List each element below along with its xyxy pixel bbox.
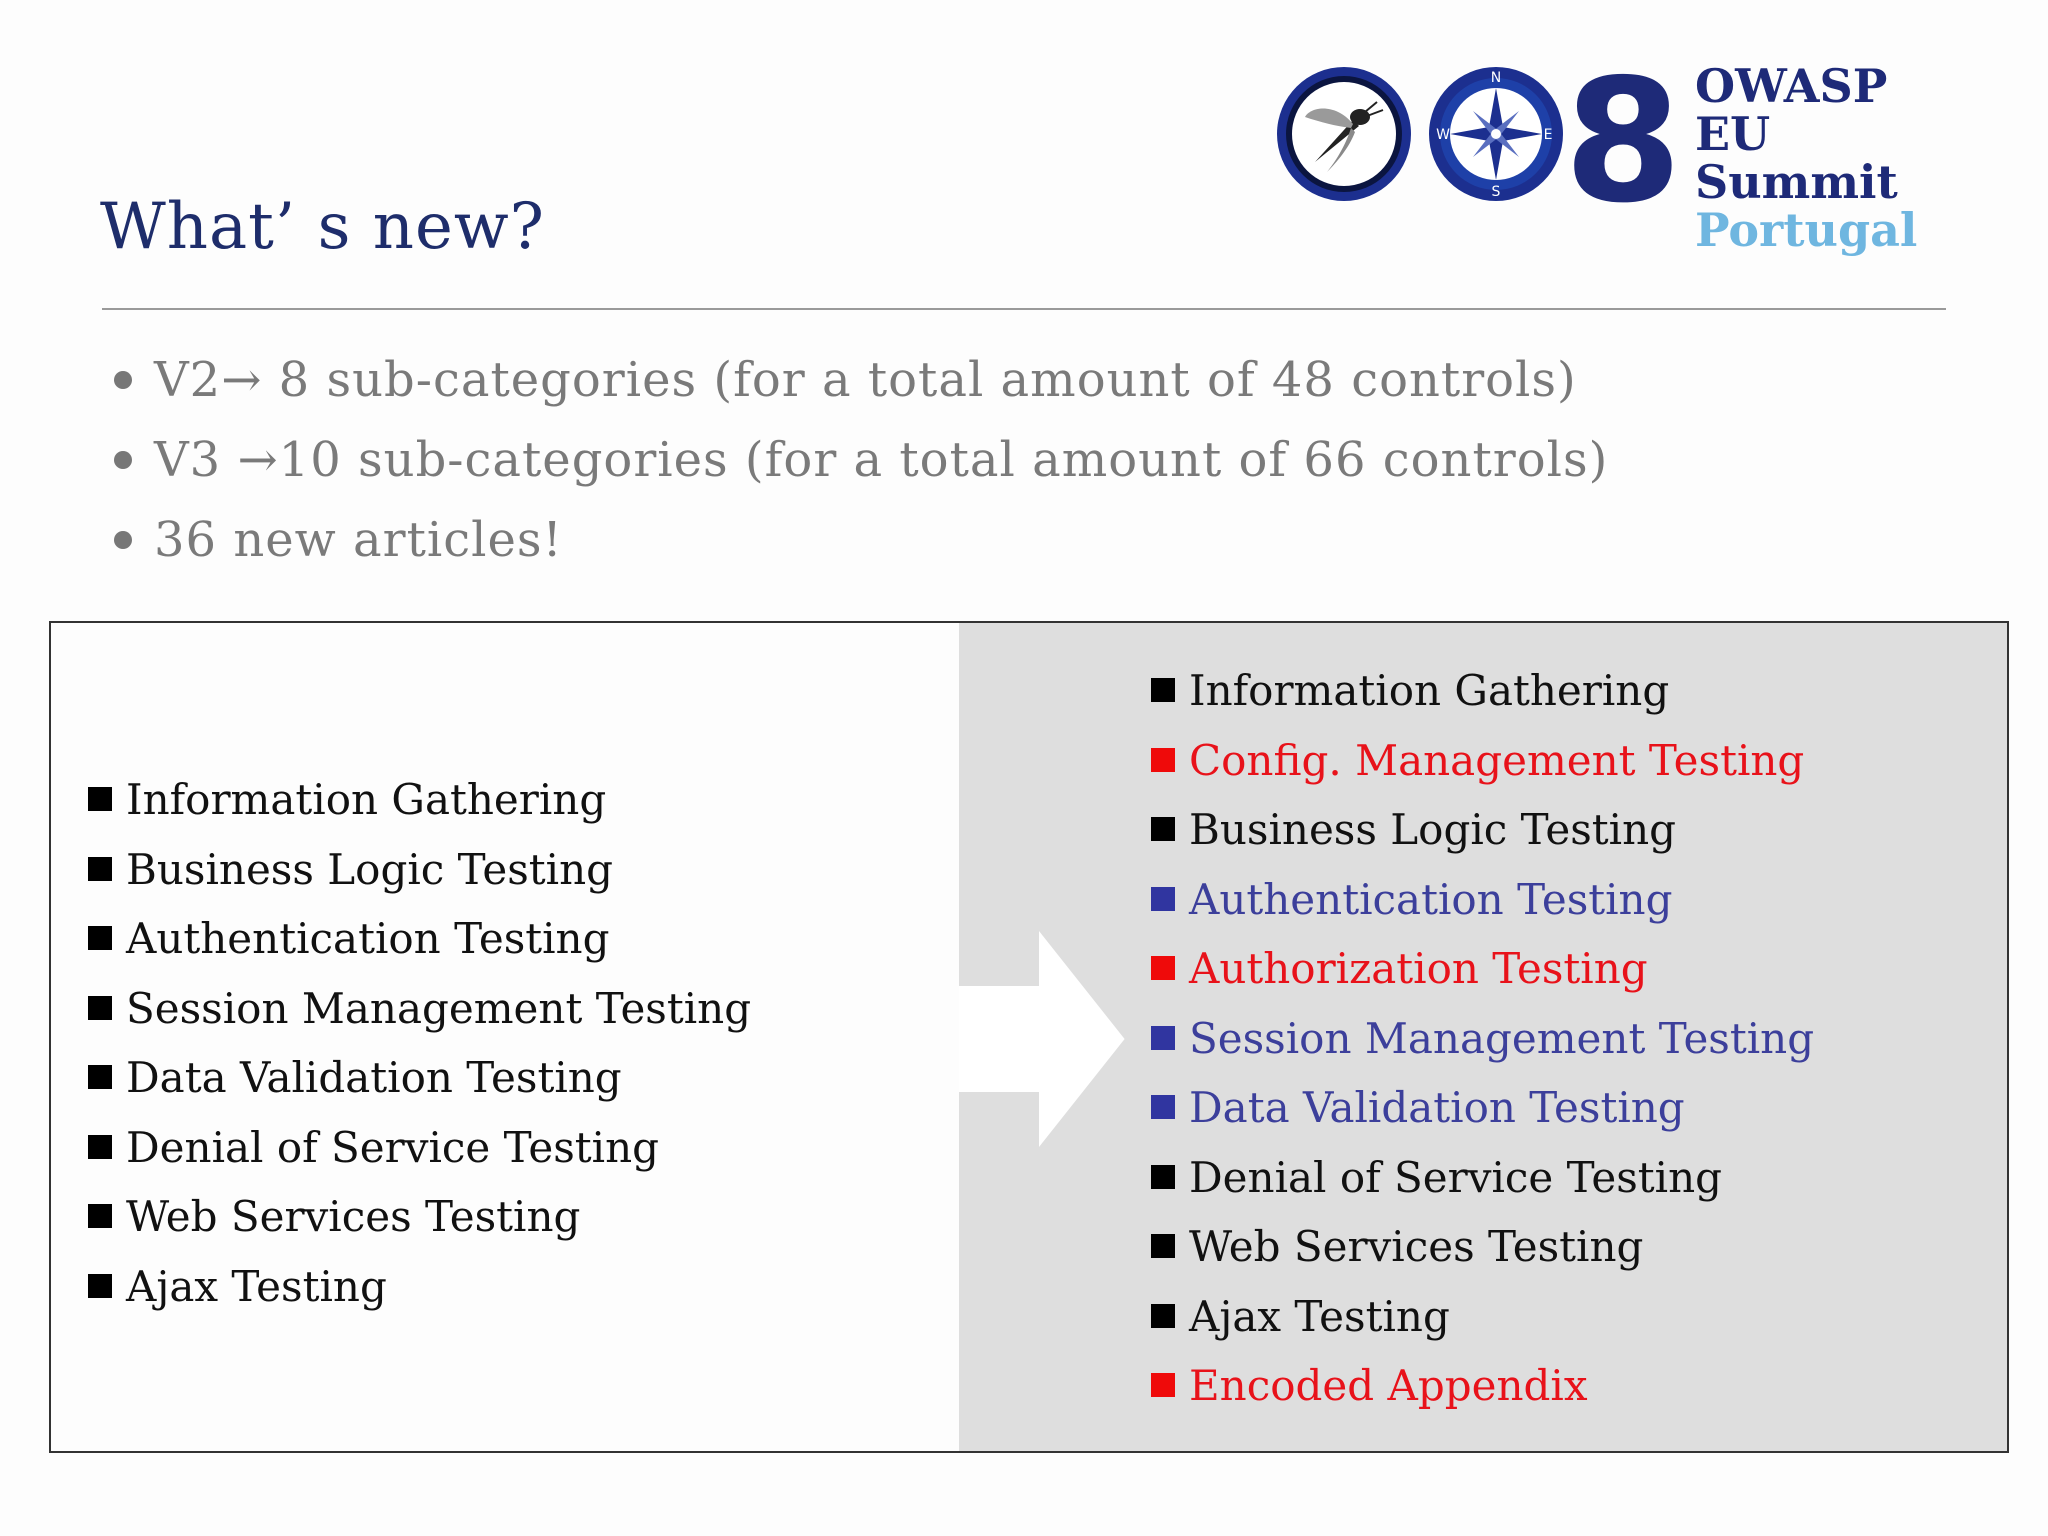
category-label: Business Logic Testing	[1189, 805, 1677, 854]
right-arrow-icon	[959, 931, 1129, 1151]
v2-category-item	[88, 1113, 751, 1183]
category-label: Authentication Testing	[126, 914, 610, 963]
square-bullet-icon	[88, 1204, 112, 1228]
category-label: Denial of Service Testing	[1189, 1152, 1723, 1202]
square-bullet-icon	[1151, 817, 1175, 841]
bullet-item	[110, 340, 1608, 420]
category-label: Business Logic Testing	[126, 844, 614, 894]
square-bullet-icon	[1151, 1304, 1175, 1328]
square-bullet-icon	[88, 857, 112, 881]
page-title: What’ s new?	[100, 190, 545, 264]
v3-category-item-new	[1151, 726, 1814, 796]
wasp-icon	[1277, 67, 1411, 201]
v2-category-item	[88, 765, 751, 835]
bullet-dot-icon	[114, 531, 132, 549]
v3-category-item-new	[1151, 1351, 1814, 1421]
category-label: Web Services Testing	[1189, 1222, 1644, 1271]
logo-line-summit: EU Summit	[1695, 107, 1898, 209]
square-bullet-icon	[88, 1274, 112, 1298]
category-label: Encoded Appendix	[1189, 1361, 1588, 1410]
v2-category-item	[88, 1252, 751, 1322]
bullet-dot-icon	[114, 451, 132, 469]
category-label: Web Services Testing	[126, 1192, 581, 1241]
comparison-panel	[49, 621, 2009, 1453]
v2-category-item	[88, 904, 751, 974]
v2-category-item	[88, 835, 751, 905]
compass-icon	[1429, 67, 1563, 201]
v3-category-item	[1151, 1282, 1814, 1352]
v3-category-item	[1151, 1143, 1814, 1213]
square-bullet-icon	[1151, 1373, 1175, 1397]
bullet-item	[110, 420, 1608, 500]
v2-category-item	[88, 1043, 751, 1113]
category-label: Ajax Testing	[126, 1261, 387, 1311]
logo-line-portugal: Portugal	[1695, 203, 1918, 257]
v3-category-item	[1151, 656, 1814, 726]
v3-category-item-changed	[1151, 1073, 1814, 1143]
v3-category-item	[1151, 795, 1814, 865]
square-bullet-icon	[1151, 887, 1175, 911]
owasp-summit-logo	[1275, 59, 1965, 257]
square-bullet-icon	[1151, 748, 1175, 772]
logo-emblems	[1275, 62, 1685, 212]
square-bullet-icon	[88, 926, 112, 950]
category-label: Denial of Service Testing	[126, 1122, 660, 1172]
category-label: Authentication Testing	[1189, 874, 1673, 924]
category-label: Information Gathering	[1189, 666, 1670, 715]
square-bullet-icon	[88, 996, 112, 1020]
v3-category-item-new	[1151, 934, 1814, 1004]
compass-n-label: N	[1490, 70, 1502, 86]
square-bullet-icon	[1151, 1026, 1175, 1050]
v2-category-list	[88, 765, 751, 1321]
category-label: Information Gathering	[126, 775, 607, 824]
square-bullet-icon	[1151, 678, 1175, 702]
logo-wordmark	[1695, 59, 1965, 257]
category-label: Data Validation Testing	[1189, 1083, 1685, 1132]
category-label: Ajax Testing	[1189, 1291, 1450, 1341]
logo-line-owasp: OWASP	[1695, 59, 1888, 113]
category-label: Session Management Testing	[126, 983, 752, 1033]
category-label: Config. Management Testing	[1189, 735, 1805, 785]
compass-e-label: E	[1543, 127, 1553, 143]
square-bullet-icon	[88, 1135, 112, 1159]
bullet-text: V3 →10 sub-categories (for a total amount of 66 controls)	[154, 432, 1609, 488]
bullet-text: 36 new articles!	[154, 512, 563, 568]
logo-number: 8	[1563, 62, 1683, 212]
square-bullet-icon	[1151, 1095, 1175, 1119]
title-divider	[102, 308, 1946, 310]
bullet-dot-icon	[114, 371, 132, 389]
bullet-text: V2→ 8 sub-categories (for a total amount of 48 controls)	[154, 352, 1577, 408]
v3-category-item-changed	[1151, 1004, 1814, 1074]
v3-category-list	[1151, 656, 1814, 1421]
bullet-item	[110, 500, 1608, 580]
category-label: Authorization Testing	[1189, 944, 1648, 993]
v3-category-item	[1151, 1212, 1814, 1282]
summary-bullets	[110, 340, 1608, 580]
compass-s-label: S	[1491, 184, 1501, 200]
square-bullet-icon	[88, 1065, 112, 1089]
square-bullet-icon	[1151, 1234, 1175, 1258]
square-bullet-icon	[1151, 1165, 1175, 1189]
v2-category-item	[88, 974, 751, 1044]
category-label: Data Validation Testing	[126, 1053, 622, 1102]
square-bullet-icon	[1151, 956, 1175, 980]
category-label: Session Management Testing	[1189, 1013, 1815, 1063]
square-bullet-icon	[88, 787, 112, 811]
v3-category-item-changed	[1151, 865, 1814, 935]
v2-category-item	[88, 1182, 751, 1252]
compass-w-label: W	[1436, 127, 1450, 143]
